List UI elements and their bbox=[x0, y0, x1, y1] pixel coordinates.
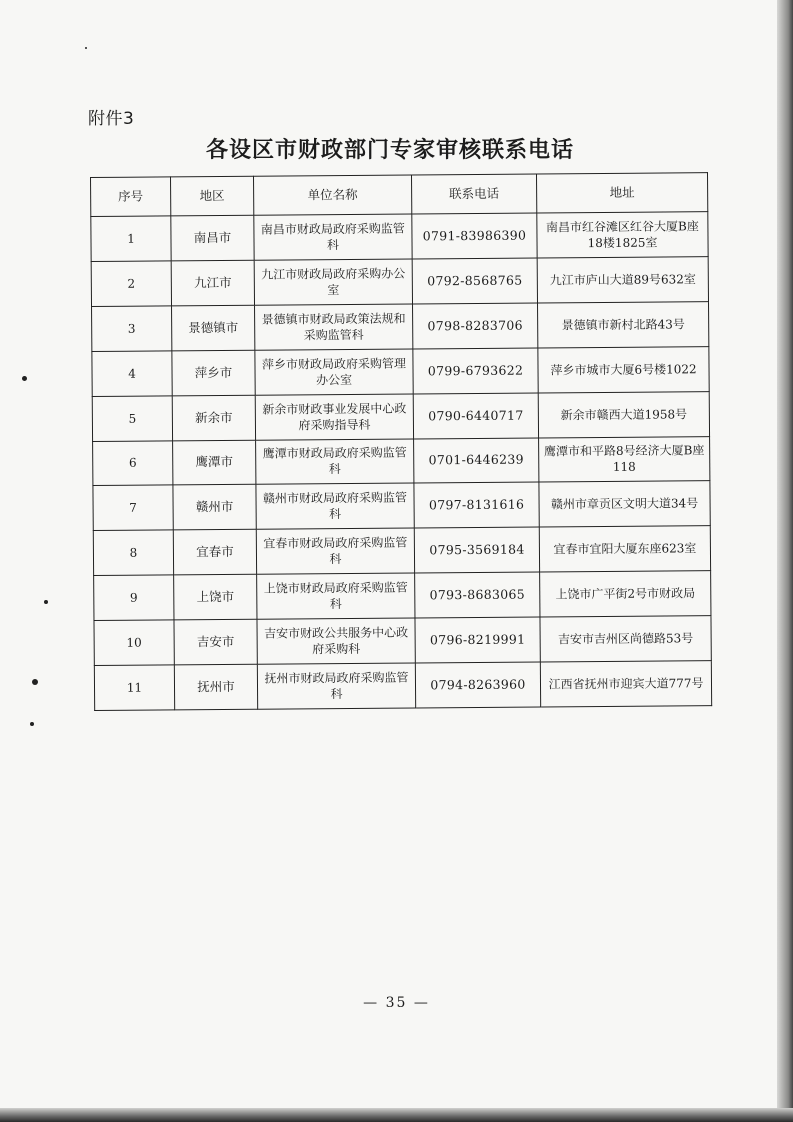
table-row bbox=[92, 346, 709, 396]
cell-address: 吉安市吉州区尚德路53号 bbox=[540, 616, 711, 662]
cell-phone: 0798-8283706 bbox=[413, 303, 538, 349]
attachment-label: 附件3 bbox=[88, 109, 135, 129]
cell-address: 上饶市广平街2号市财政局 bbox=[540, 571, 711, 617]
cell-unit: 抚州市财政局政府采购监管科 bbox=[257, 663, 415, 709]
cell-region: 南昌市 bbox=[171, 215, 254, 261]
cell-unit: 景德镇市财政局政策法规和采购监管科 bbox=[255, 304, 413, 350]
cell-address: 景德镇市新村北路43号 bbox=[538, 301, 709, 347]
scan-speck bbox=[30, 722, 34, 726]
cell-seq: 4 bbox=[92, 351, 172, 397]
cell-region: 九江市 bbox=[171, 260, 254, 306]
contacts-table bbox=[90, 172, 712, 711]
table-row bbox=[92, 301, 709, 351]
header-region: 地区 bbox=[171, 176, 254, 216]
cell-unit: 宜春市财政局政府采购监管科 bbox=[256, 528, 414, 574]
cell-address: 江西省抚州市迎宾大道777号 bbox=[540, 661, 711, 707]
scan-speck bbox=[32, 679, 38, 685]
cell-region: 吉安市 bbox=[174, 619, 257, 665]
cell-region: 新余市 bbox=[172, 395, 255, 441]
scan-speck bbox=[85, 47, 87, 49]
scan-speck bbox=[22, 376, 27, 381]
cell-region: 萍乡市 bbox=[172, 350, 255, 396]
page-number: — 35 — bbox=[363, 995, 430, 1011]
cell-phone: 0701-6446239 bbox=[414, 438, 539, 484]
cell-address: 南昌市红谷滩区红谷大厦B座18楼1825室 bbox=[537, 212, 708, 258]
header-phone: 联系电话 bbox=[411, 174, 536, 214]
cell-seq: 2 bbox=[91, 261, 171, 307]
cell-phone: 0796-8219991 bbox=[415, 617, 540, 663]
cell-seq: 1 bbox=[91, 216, 171, 262]
cell-region: 鹰潭市 bbox=[173, 440, 256, 486]
table-row bbox=[93, 481, 710, 531]
cell-region: 赣州市 bbox=[173, 485, 256, 531]
cell-phone: 0793-8683065 bbox=[415, 572, 540, 618]
header-unit: 单位名称 bbox=[253, 175, 411, 215]
cell-region: 上饶市 bbox=[174, 574, 257, 620]
header-seq: 序号 bbox=[91, 177, 171, 217]
table-row bbox=[94, 571, 711, 621]
document-title: 各设区市财政部门专家审核联系电话 bbox=[205, 137, 574, 163]
scan-edge-bottom bbox=[0, 1108, 793, 1122]
cell-phone: 0792-8568765 bbox=[412, 258, 537, 304]
cell-address: 赣州市章贡区文明大道34号 bbox=[539, 481, 710, 527]
table-body bbox=[91, 212, 712, 711]
cell-phone: 0797-8131616 bbox=[414, 482, 539, 528]
cell-address: 萍乡市城市大厦6号楼1022 bbox=[538, 346, 709, 392]
scan-speck bbox=[44, 600, 48, 604]
scan-edge-right bbox=[777, 0, 793, 1122]
cell-seq: 6 bbox=[93, 440, 173, 486]
cell-unit: 新余市财政事业发展中心政府采购指导科 bbox=[255, 394, 413, 440]
cell-address: 鹰潭市和平路8号经济大厦B座118 bbox=[539, 436, 710, 482]
cell-unit: 鹰潭市财政局政府采购监管科 bbox=[256, 438, 414, 484]
cell-seq: 11 bbox=[94, 665, 174, 711]
table-row bbox=[94, 661, 711, 711]
cell-seq: 8 bbox=[93, 530, 173, 576]
table-row bbox=[94, 616, 711, 666]
cell-phone: 0790-6440717 bbox=[413, 393, 538, 439]
cell-region: 抚州市 bbox=[174, 664, 257, 710]
cell-seq: 5 bbox=[92, 395, 172, 441]
cell-phone: 0794-8263960 bbox=[415, 662, 540, 708]
cell-address: 宜春市宜阳大厦东座623室 bbox=[539, 526, 710, 572]
table-row bbox=[93, 436, 710, 486]
table-row bbox=[93, 526, 710, 576]
cell-seq: 9 bbox=[94, 575, 174, 621]
cell-region: 宜春市 bbox=[173, 530, 256, 576]
cell-seq: 10 bbox=[94, 620, 174, 666]
cell-unit: 九江市财政局政府采购办公室 bbox=[254, 259, 412, 305]
cell-unit: 南昌市财政局政府采购监管科 bbox=[254, 214, 412, 260]
table-row bbox=[91, 212, 708, 262]
cell-address: 九江市庐山大道89号632室 bbox=[537, 257, 708, 303]
cell-phone: 0799-6793622 bbox=[413, 348, 538, 394]
cell-region: 景德镇市 bbox=[172, 305, 255, 351]
cell-phone: 0791-83986390 bbox=[412, 213, 537, 259]
header-address: 地址 bbox=[536, 173, 707, 213]
cell-unit: 吉安市财政公共服务中心政府采购科 bbox=[257, 618, 415, 664]
table-header-row bbox=[91, 173, 708, 217]
cell-unit: 赣州市财政局政府采购监管科 bbox=[256, 483, 414, 529]
table-row bbox=[92, 391, 709, 441]
cell-unit: 萍乡市财政局政府采购管理办公室 bbox=[255, 349, 413, 395]
cell-seq: 7 bbox=[93, 485, 173, 531]
cell-seq: 3 bbox=[92, 306, 172, 352]
cell-address: 新余市赣西大道1958号 bbox=[538, 391, 709, 437]
cell-phone: 0795-3569184 bbox=[414, 527, 539, 573]
table-row bbox=[91, 257, 708, 307]
cell-unit: 上饶市财政局政府采购监管科 bbox=[257, 573, 415, 619]
